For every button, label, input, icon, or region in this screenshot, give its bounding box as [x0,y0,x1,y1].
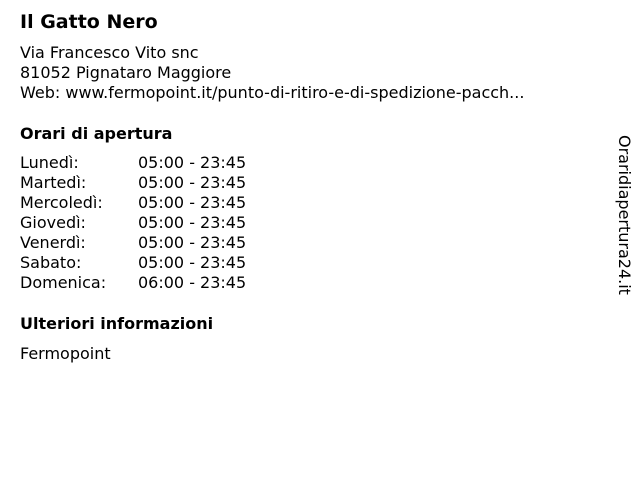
day-label: Giovedì: [20,213,86,232]
hours-row-thursday [20,213,280,233]
hours-row-monday [20,153,280,173]
hours-row-friday [20,233,280,253]
hours-row-saturday [20,253,280,273]
hours-row-tuesday [20,173,280,193]
city-line: 81052 Pignataro Maggiore [20,63,232,82]
day-label: Sabato: [20,253,82,272]
day-label: Domenica: [20,273,107,292]
day-label: Lunedì: [20,153,79,172]
opening-hours-heading: Orari di apertura [20,124,173,143]
hours-row-sunday [20,273,280,293]
hours-row-wednesday [20,193,280,213]
further-info-heading: Ulteriori informazioni [20,314,214,333]
day-label: Mercoledì: [20,193,103,212]
time-range: 05:00 - 23:45 [138,213,247,232]
store-address [20,43,524,103]
time-range: 05:00 - 23:45 [138,153,247,172]
web-link[interactable]: Web: www.fermopoint.it/punto-di-ritiro-e-di-spedizione-pacch... [20,83,525,102]
further-info-text: Fermopoint [20,344,111,363]
street-address: Via Francesco Vito snc [20,43,199,62]
day-label: Venerdì: [20,233,86,252]
brand-watermark: Oraridiapertura24.it [615,135,634,295]
time-range: 05:00 - 23:45 [138,173,247,192]
day-label: Martedì: [20,173,87,192]
time-range: 05:00 - 23:45 [138,233,247,252]
time-range: 05:00 - 23:45 [138,253,247,272]
time-range: 05:00 - 23:45 [138,193,247,212]
store-name: Il Gatto Nero [20,11,158,33]
time-range: 06:00 - 23:45 [138,273,247,292]
opening-hours-list [20,153,280,293]
